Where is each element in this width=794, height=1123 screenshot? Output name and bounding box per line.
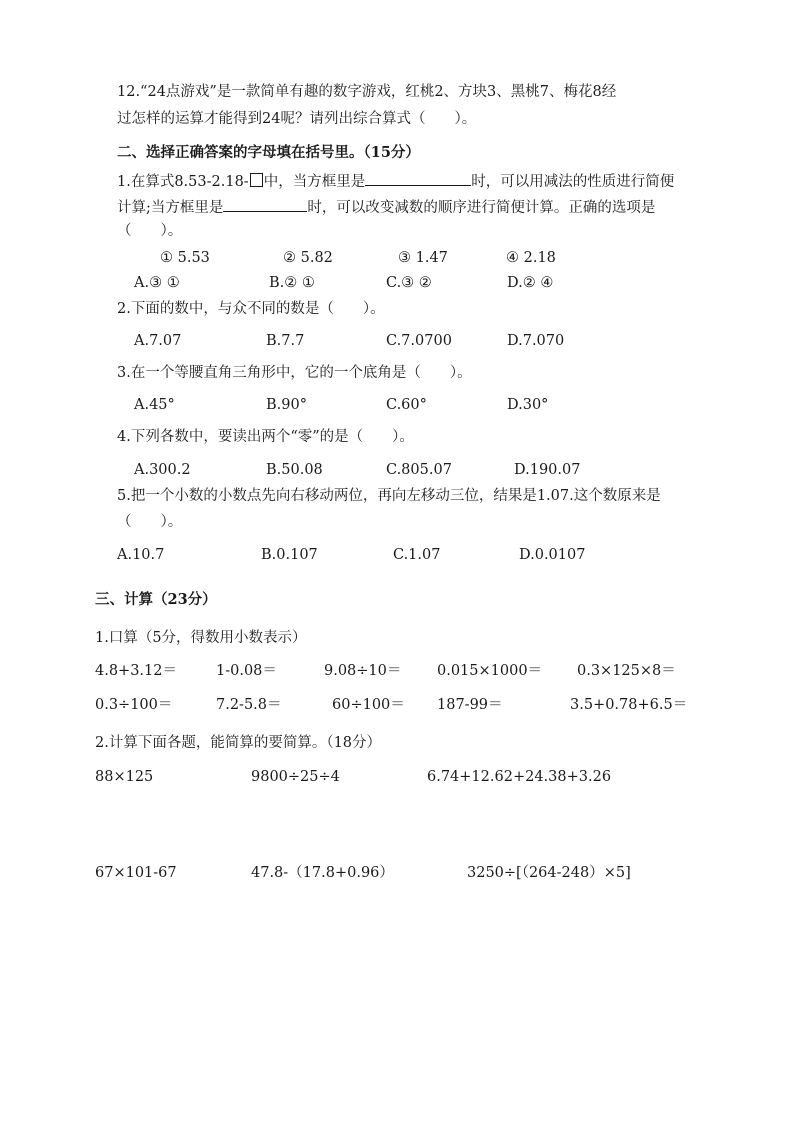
q12-line2: 过怎样的运算才能得到24呢？请列出综合算式（ ）。 — [117, 111, 477, 127]
s2-q5-option-d[interactable]: D.0.0107 — [519, 547, 586, 563]
s2-q3-option-d[interactable]: D.30° — [507, 397, 549, 413]
oral-calc-title: 1.口算（5分，得数用小数表示） — [95, 630, 307, 646]
s2-q2-text: 2.下面的数中，与众不同的数是（ ）。 — [117, 301, 385, 317]
oral-problem: 3.5+0.78+6.5＝ — [570, 697, 688, 713]
oral-problem: 60÷100＝ — [332, 697, 405, 713]
section3-title: 三、计算（23分） — [95, 591, 217, 608]
oral-problem: 9.08÷10＝ — [324, 663, 402, 679]
s2-q4-option-d[interactable]: D.190.07 — [514, 462, 581, 478]
s2-q2-option-b[interactable]: B.7.7 — [266, 333, 305, 349]
s2-q2-option-c[interactable]: C.7.0700 — [386, 333, 452, 349]
s2-q1-text-d: 计算;当方框里是 — [117, 200, 224, 216]
s2-q2-option-d[interactable]: D.7.070 — [507, 333, 565, 349]
s2-q1-value: ④ 2.18 — [506, 250, 556, 266]
s2-q4-option-c[interactable]: C.805.07 — [386, 462, 452, 478]
s2-q1-text-c: 时，可以用减法的性质进行简便 — [471, 174, 675, 190]
calc-problem: 6.74+12.62+24.38+3.26 — [427, 769, 612, 785]
s2-q1-option-a[interactable]: A.③ ① — [134, 275, 180, 291]
answer-blank[interactable] — [365, 169, 471, 186]
calc-problem: 9800÷25÷4 — [251, 769, 340, 785]
s2-q1-option-c[interactable]: C.③ ② — [386, 275, 432, 291]
calc-problem: 3250÷[（264-248）×5] — [467, 865, 631, 881]
oral-problem: 1-0.08＝ — [216, 663, 277, 679]
calc-title: 2.计算下面各题，能简算的要简算。（18分） — [95, 735, 382, 751]
s2-q1-value: ① 5.53 — [160, 250, 210, 266]
oral-problem: 4.8+3.12＝ — [95, 663, 177, 679]
s2-q4-option-a[interactable]: A.300.2 — [134, 462, 191, 478]
answer-blank[interactable] — [223, 195, 307, 212]
s2-q5-line1: 5.把一个小数的小数点先向右移动两位，再向左移动三位，结果是1.07.这个数原来是 — [117, 488, 661, 504]
s2-q1-line2 — [117, 195, 655, 218]
oral-problem: 0.015×1000＝ — [437, 663, 543, 679]
s2-q1-line1 — [117, 169, 674, 192]
s2-q1-value: ② 5.82 — [283, 250, 333, 266]
answer-box-icon — [250, 173, 263, 187]
calc-problem: 67×101-67 — [95, 865, 177, 881]
oral-problem: 7.2-5.8＝ — [216, 697, 282, 713]
calc-problem: 88×125 — [95, 769, 154, 785]
s2-q4-text: 4.下列各数中，要读出两个“零”的是（ ）。 — [117, 429, 414, 445]
s2-q1-value: ③ 1.47 — [398, 250, 448, 266]
s2-q1-option-b[interactable]: B.② ① — [269, 275, 315, 291]
s2-q3-option-b[interactable]: B.90° — [266, 397, 307, 413]
oral-problem: 0.3÷100＝ — [95, 697, 173, 713]
s2-q1-text-b: 中，当方框里是 — [263, 174, 366, 190]
oral-problem: 0.3×125×8＝ — [577, 663, 676, 679]
s2-q1-line3: （ ）。 — [117, 223, 183, 239]
s2-q3-option-a[interactable]: A.45° — [134, 397, 175, 413]
s2-q4-option-b[interactable]: B.50.08 — [266, 462, 323, 478]
s2-q1-text-a: 1.在算式8.53-2.18- — [117, 174, 249, 190]
oral-problem: 187-99＝ — [437, 697, 503, 713]
q12-line1: 12.“24点游戏”是一款简单有趣的数字游戏，红桃2、方块3、黑桃7、梅花8经 — [117, 84, 617, 100]
s2-q3-text: 3.在一个等腰直角三角形中，它的一个底角是（ ）。 — [117, 365, 472, 381]
s2-q2-option-a[interactable]: A.7.07 — [134, 333, 182, 349]
s2-q5-option-c[interactable]: C.1.07 — [393, 547, 441, 563]
s2-q5-line2: （ ）。 — [117, 514, 183, 530]
s2-q5-option-a[interactable]: A.10.7 — [117, 547, 165, 563]
s2-q5-option-b[interactable]: B.0.107 — [261, 547, 318, 563]
s2-q1-text-e: 时，可以改变减数的顺序进行简便计算。正确的选项是 — [307, 200, 656, 216]
s2-q3-option-c[interactable]: C.60° — [386, 397, 427, 413]
s2-q1-option-d[interactable]: D.② ④ — [507, 275, 554, 291]
calc-problem: 47.8-（17.8+0.96） — [251, 865, 394, 881]
section2-title: 二、选择正确答案的字母填在括号里。（15分） — [117, 144, 420, 161]
